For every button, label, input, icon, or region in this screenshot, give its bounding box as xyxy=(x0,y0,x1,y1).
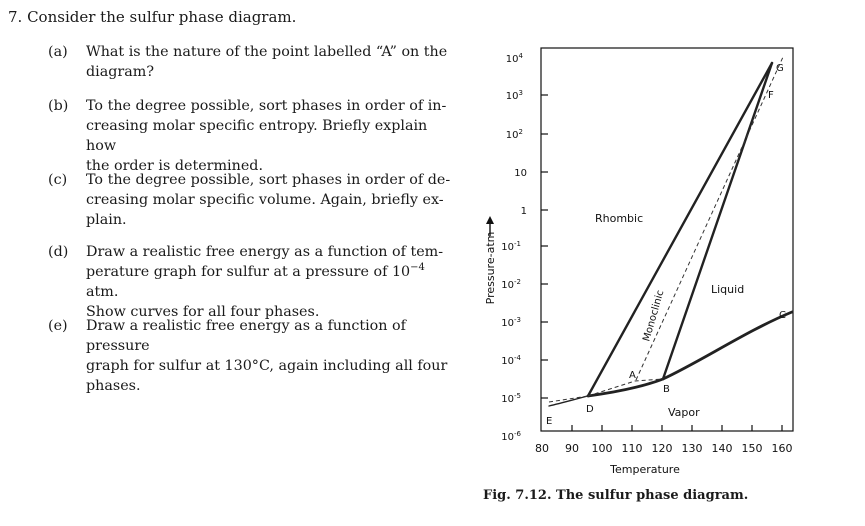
part-text-line xyxy=(86,262,458,302)
sublimation-curve-rhombic xyxy=(549,396,588,406)
y-tick-label: 1 xyxy=(520,206,527,217)
question-part-b xyxy=(48,96,458,176)
part-label: (b) xyxy=(48,98,69,114)
point-label-c: C xyxy=(779,310,786,321)
rhombic-monoclinic-boundary xyxy=(588,63,772,396)
point-label-a: A xyxy=(629,370,636,381)
part-label: (d) xyxy=(48,244,69,260)
question-part-e xyxy=(48,316,458,396)
part-text-line: To the degree possible, sort phases in order of in- xyxy=(86,98,447,114)
question-part-c xyxy=(48,170,458,230)
y-tick-label: $10^{-4}$ xyxy=(501,354,521,367)
monoclinic-liquid-boundary xyxy=(663,63,772,379)
question-part-a xyxy=(48,42,458,82)
y-tick-label: $10^{-5}$ xyxy=(501,392,521,405)
y-tick-label: $10^{-2}$ xyxy=(501,278,521,291)
x-tick-labels xyxy=(535,442,793,455)
x-tick-label: 160 xyxy=(771,442,793,455)
x-tick-label: 140 xyxy=(711,442,733,455)
x-tick-label: 120 xyxy=(651,442,673,455)
part-text-segment: perature graph for sulfur at a pressure of 10 xyxy=(86,264,411,280)
x-tick-label: 80 xyxy=(535,442,549,455)
point-label-b: B xyxy=(663,384,670,395)
part-text-line: creasing molar specific volume. Again, briefly ex- xyxy=(86,192,444,208)
part-text-line: Draw a realistic free energy as a function of pressure xyxy=(86,318,406,354)
part-text-line: creasing molar specific entropy. Briefly explain how xyxy=(86,118,428,154)
metastable-rhombic-liquid xyxy=(636,57,783,380)
part-text-line: Show curves for all four phases. xyxy=(86,304,320,320)
x-tick-label: 110 xyxy=(621,442,643,455)
point-label-e: E xyxy=(546,416,553,427)
x-tick-marks xyxy=(572,425,782,431)
figure-caption: Fig. 7.12. The sulfur phase diagram. xyxy=(483,488,749,503)
part-label: (c) xyxy=(48,172,68,188)
part-text-segment: atm. xyxy=(86,284,119,300)
y-tick-label: $10^{-3}$ xyxy=(501,316,521,329)
y-tick-label: $10^3$ xyxy=(505,89,523,102)
region-label-monoclinic: Monoclinic xyxy=(641,288,667,343)
y-tick-label: $10^2$ xyxy=(505,128,523,141)
point-label-d: D xyxy=(586,404,594,415)
y-tick-label: 10 xyxy=(514,168,527,179)
region-label-rhombic: Rhombic xyxy=(595,212,644,225)
part-text-line: plain. xyxy=(86,212,127,228)
part-label: (e) xyxy=(48,318,68,334)
y-tick-label: $10^{-6}$ xyxy=(501,430,521,443)
phase-boundaries xyxy=(549,63,792,406)
y-tick-marks xyxy=(541,95,548,398)
point-label-f: F xyxy=(768,90,774,101)
y-tick-label: $10^4$ xyxy=(505,52,523,65)
y-tick-label: $10^{-1}$ xyxy=(501,240,521,253)
x-tick-label: 130 xyxy=(681,442,703,455)
x-tick-label: 100 xyxy=(591,442,613,455)
part-text-line: To the degree possible, sort phases in order of de- xyxy=(86,172,451,188)
question-part-d xyxy=(48,242,458,322)
part-text-line: graph for sulfur at 130°C, again including all four xyxy=(86,358,448,374)
y-tick-labels xyxy=(501,52,527,443)
part-text-line: phases. xyxy=(86,378,141,394)
exponent: −4 xyxy=(410,262,425,274)
x-tick-label: 90 xyxy=(565,442,579,455)
x-tick-label: 150 xyxy=(741,442,763,455)
part-text-line: Draw a realistic free energy as a function of tem- xyxy=(86,244,444,260)
part-text-line: the order is determined. xyxy=(86,158,263,174)
sublimation-curve-monoclinic xyxy=(588,379,663,396)
x-axis-title: Temperature xyxy=(610,463,680,476)
y-axis-title: Pressure-atm xyxy=(484,231,497,305)
problem-title: 7. Consider the sulfur phase diagram. xyxy=(8,8,297,26)
region-label-liquid: Liquid xyxy=(711,283,745,296)
part-text-line: diagram? xyxy=(86,64,154,80)
part-text-line: What is the nature of the point labelled “A” on the xyxy=(86,44,448,60)
plot-frame xyxy=(541,48,793,431)
sulfur-phase-diagram xyxy=(470,40,810,485)
point-label-g: G xyxy=(776,63,784,74)
part-label: (a) xyxy=(48,44,68,60)
region-label-vapor: Vapor xyxy=(668,406,700,419)
